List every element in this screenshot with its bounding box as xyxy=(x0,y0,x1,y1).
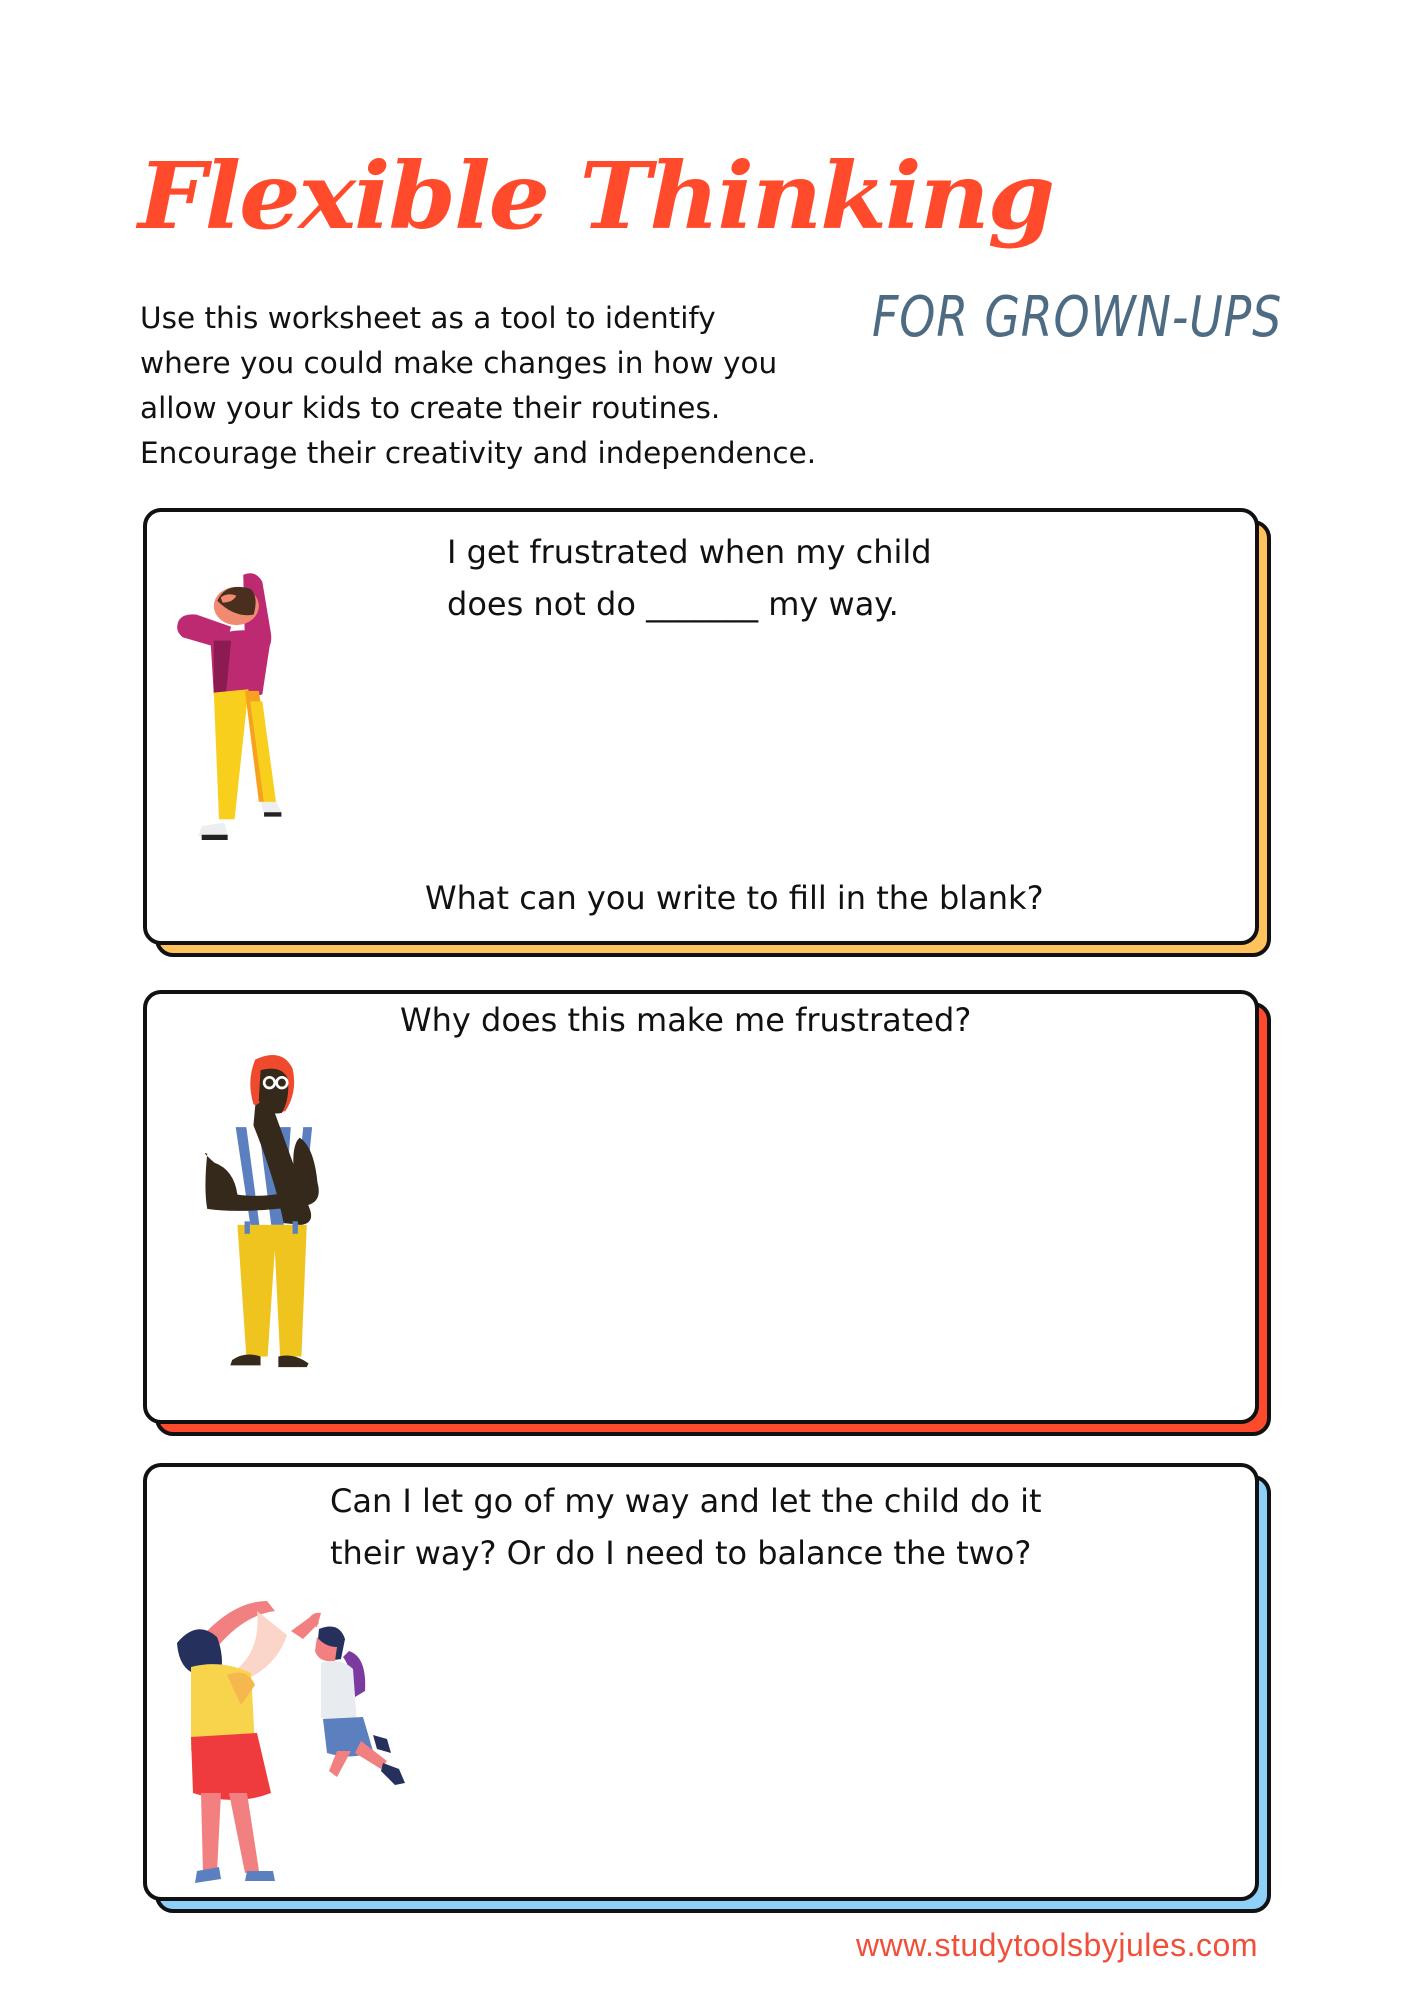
intro-line: Encourage their creativity and independence. xyxy=(140,436,817,470)
worksheet-card-2 xyxy=(143,990,1271,1436)
prompt-line: I get frustrated when my child xyxy=(447,533,932,571)
intro-line: Use this worksheet as a tool to identify xyxy=(140,301,716,335)
prompt-line: their way? Or do I need to balance the two? xyxy=(330,1534,1032,1572)
card-panel[interactable] xyxy=(143,1463,1259,1901)
worksheet-card-3 xyxy=(143,1463,1271,1913)
card-prompt xyxy=(330,1475,1042,1579)
intro-line: where you could make changes in how you xyxy=(140,346,778,380)
prompt-line: does not do _______ my way. xyxy=(447,585,899,623)
thinking-man-illustration xyxy=(193,1030,353,1402)
page-subtitle: FOR GROWN-UPS xyxy=(872,285,1283,350)
card-prompt xyxy=(447,526,932,630)
worksheet-card-1 xyxy=(143,508,1271,957)
card-panel[interactable] xyxy=(143,508,1259,945)
prompt-line: Can I let go of my way and let the child do it xyxy=(330,1482,1042,1520)
frustrated-adult-illustration xyxy=(167,550,297,870)
intro-paragraph xyxy=(140,296,880,476)
website-url[interactable]: www.studytoolsbyjules.com xyxy=(856,1927,1258,1963)
prompt-line: Why does this make me frustrated? xyxy=(400,1001,972,1039)
page-title: Flexible Thinking xyxy=(138,142,1054,250)
high-five-illustration xyxy=(157,1571,457,1891)
card-panel[interactable] xyxy=(143,990,1259,1424)
card-prompt xyxy=(400,994,971,1046)
intro-line: allow your kids to create their routines. xyxy=(140,391,721,425)
card-footer-prompt: What can you write to fill in the blank? xyxy=(425,879,1044,917)
